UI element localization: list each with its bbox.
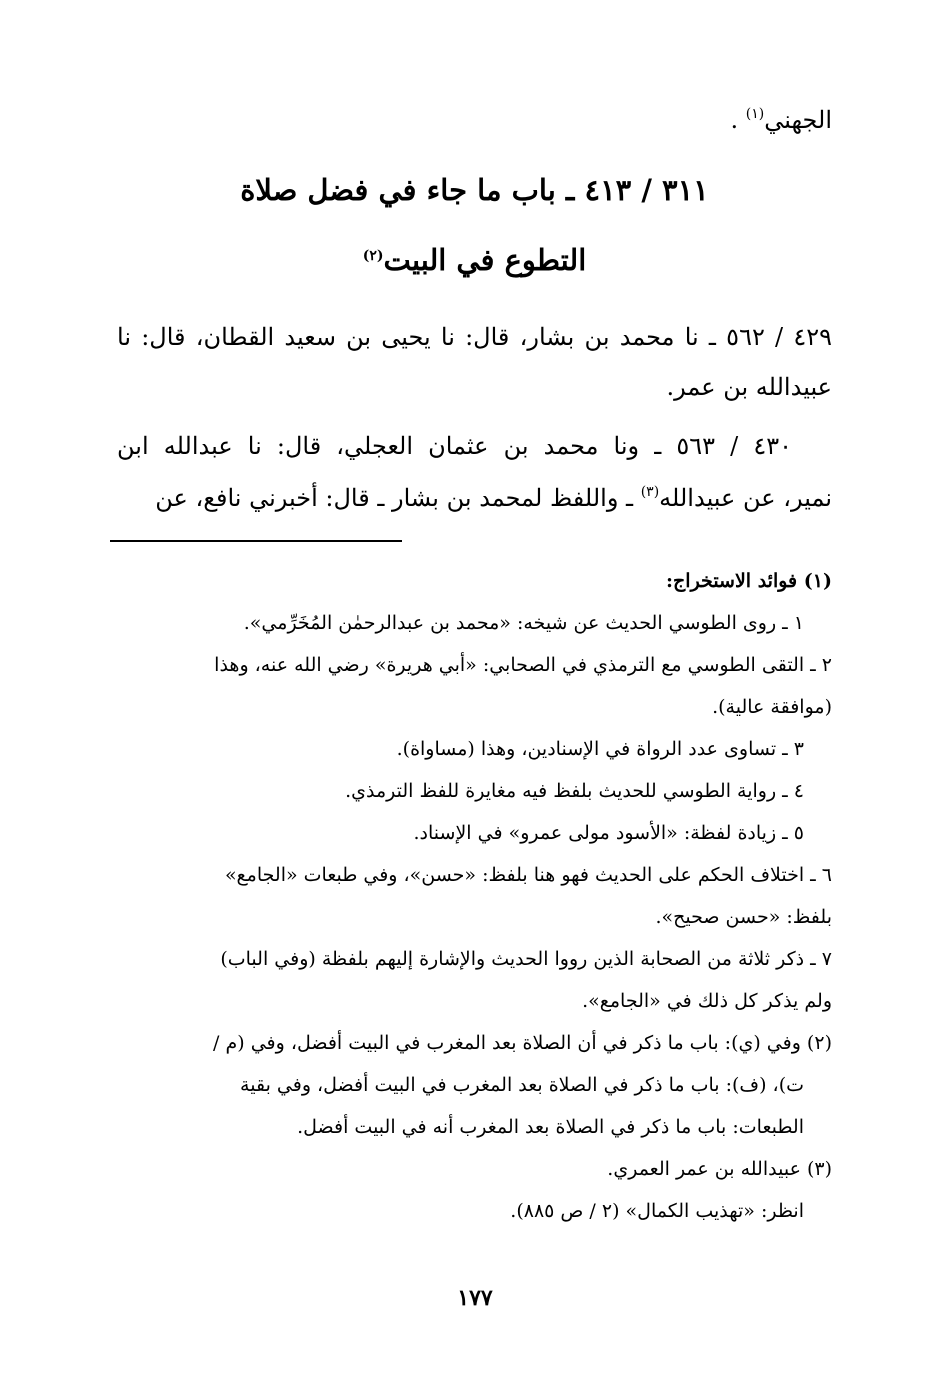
top-line-tail: . [730,106,746,134]
footnote-1-item-7: ٧ ـ ذكر ثلاثة من الصحابة الذين رووا الحديث والإشارة إليهم بلفظة (وفي الباب) [220,948,832,970]
footnote-1-item-3: ٣ ـ تساوى عدد الرواة في الإسنادين، وهذا (مساواة). [396,738,804,760]
footnote-1-title: فوائد الاستخراج: [666,570,798,592]
page-number: ١٧٧ [457,1285,493,1311]
footnote-1-item-5: ٥ ـ زيادة لفظة: «الأسود مولى عمرو» في الإسناد. [413,822,804,844]
top-line [117,100,832,140]
hadith-430-line-2 [117,472,832,524]
footnote-1-heading [117,560,832,602]
footnote-2-line-2: ت)، (ف): باب ما ذكر في الصلاة بعد المغرب في البيت أفضل، وفي بقية [240,1074,804,1096]
top-line-text: الجهني [764,106,832,134]
footnote-ref-2[interactable]: (٢) [362,248,384,264]
hadith-430-line-2-part-2: ـ واللفظ لمحمد بن بشار ـ قال: أخبرني نافع، عن [155,484,641,512]
footnote-1-item-1: ١ ـ روى الطوسي الحديث عن شيخه: «محمد بن عبدالرحمٰن المُخَرِّمي». [243,612,804,634]
footnote-3-line-2: انظر: «تهذيب الكمال» (٢ / ص ٨٨٥). [510,1200,804,1222]
footnote-2-line-1: (٢) وفي (ي): باب ما ذكر في أن الصلاة بعد المغرب في البيت أفضل، وفي (م / [213,1032,832,1054]
heading-line-2-text: التطوع في البيت [383,243,587,277]
footnote-2-line-3: الطبعات: باب ما ذكر في الصلاة بعد المغرب أنه في البيت أفضل. [297,1116,804,1138]
heading-line-1: ٣١١ / ٤١٣ ـ باب ما جاء في فضل صلاة [240,173,709,207]
footnotes [117,560,832,1232]
footnote-3-line-1: (٣) عبيدالله بن عمر العمري. [607,1158,832,1180]
hadith-429-line-1: ٤٢٩ / ٥٦٢ ـ نا محمد بن بشار، قال: نا يحيى بن سعيد القطان، قال: نا [117,323,833,351]
hadith-430 [117,420,832,524]
hadith-429 [117,312,832,412]
hadith-430-line-1: ٤٣٠ / ٥٦٣ ـ ونا محمد بن عثمان العجلي، قال: نا عبدالله ابن [117,432,793,460]
footnote-1-item-2: ٢ ـ التقى الطوسي مع الترمذي في الصحابي: «أبي هريرة» رضي الله عنه، وهذا [214,654,832,676]
hadith-430-line-2-part-1: نمير، عن عبيدالله [659,484,832,512]
footnote-ref-3[interactable]: (٣) [640,484,660,500]
footnote-1-item-4: ٤ ـ رواية الطوسي للحديث بلفظ فيه مغايرة للفظ الترمذي. [345,780,804,802]
footnote-separator [110,540,402,542]
footnote-1-item-6-cont: بلفظ: «حسن صحيح». [655,906,832,928]
footnote-1-marker: (١) [803,570,832,592]
heading-line-2 [117,240,832,280]
footnote-1-item-7-cont: ولم يذكر كل ذلك في «الجامع». [582,990,832,1012]
hadith-429-line-2: عبيدالله بن عمر. [666,373,832,401]
footnote-ref-1[interactable]: (١) [745,106,765,122]
footnote-1-item-6: ٦ ـ اختلاف الحكم على الحديث فهو هنا بلفظ: «حسن»، وفي طبعات «الجامع» [224,864,832,886]
footnote-1-item-2-cont: (موافقة عالية). [712,696,832,718]
